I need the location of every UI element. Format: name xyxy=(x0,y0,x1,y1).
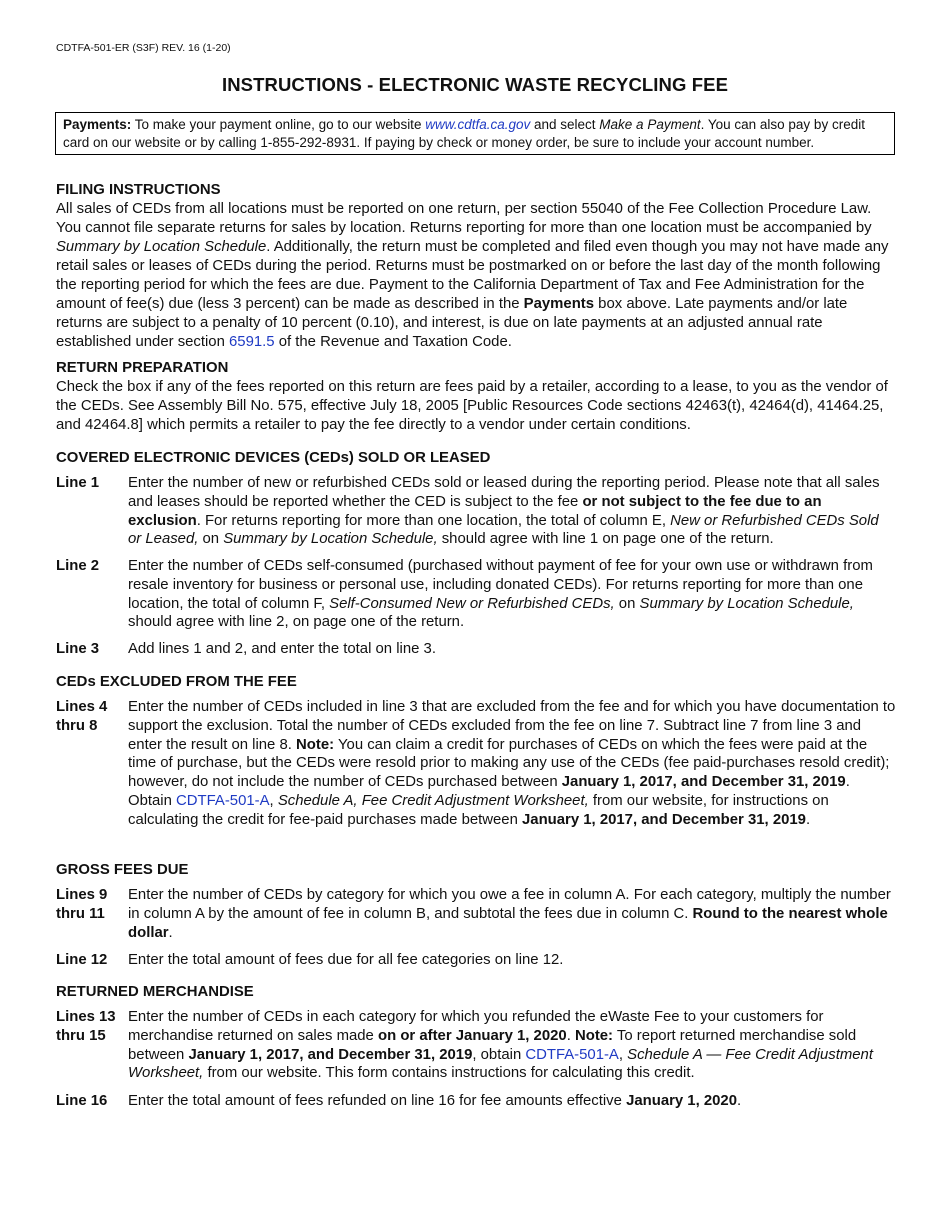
gross-heading xyxy=(56,861,892,880)
line-16-text xyxy=(128,1092,896,1111)
lines-13-15-row xyxy=(56,1008,896,1083)
rm-t3: To report returned merchandise sold between xyxy=(128,1027,857,1063)
l16-b1: January 1, 2020 xyxy=(626,1093,737,1109)
line-2-t3: should agree with line 2, on page one of the return. xyxy=(128,614,465,631)
filing-payments-bold: Payments xyxy=(523,296,595,312)
line-12-text: Enter the total amount of fees due for all fee categories on line 12. xyxy=(128,952,564,968)
ex-t6: . xyxy=(805,811,811,828)
lines-4-8-text xyxy=(128,698,896,830)
lines-9-11-label xyxy=(56,886,126,924)
filing-body xyxy=(56,200,892,352)
gross-heading-text: GROSS FEES DUE xyxy=(56,862,189,878)
line-2-t2: on xyxy=(614,595,640,612)
cdtfa-501-a-link-2[interactable]: CDTFA-501-A xyxy=(525,1046,619,1063)
lines-13-label-b: thru 15 xyxy=(56,1027,106,1044)
ex-t2: You can claim a credit for purchases of CEDs on which the fees were paid at the time of purchase, but the CEDs were resold prior to making any use of the CEDs (fee paid-purchases resold credit); however, do not include the number of CEDs purchased between xyxy=(128,736,890,791)
rm-t2: . xyxy=(566,1027,575,1044)
filing-text-2: . Additionally, the return must be completed and filed even though you may not have made any retail sales or leases of CEDs during the period. Returns must be postmarked on or before the last day of the month following the reporting period for which the fees are due. Payment to the California Department of Tax and Fee Administration for the amount of fee(s) due (less 3 percent) can be made as described in the xyxy=(56,239,889,312)
rm-b2: January 1, 2017, and December 31, 2019 xyxy=(188,1046,473,1063)
line-3-row xyxy=(56,640,896,659)
lines-4-8-label xyxy=(56,698,126,736)
ex-b2: January 1, 2017, and December 31, 2019 xyxy=(522,811,806,828)
filing-text-4: of the Revenue and Taxation Code. xyxy=(274,334,512,350)
filing-schedule: Summary by Location Schedule xyxy=(56,239,267,255)
line-2-i2: Summary by Location Schedule, xyxy=(639,595,854,612)
line-1-i1: New or Refurbished CEDs Sold or Leased, xyxy=(128,512,879,548)
payments-text-2: and select xyxy=(530,117,600,132)
gr-t1: Enter the number of CEDs by category for which you owe a fee in column A. For each category, multiply the number in column A by the amount of fee in column B, and subtotal the fees due in column C. xyxy=(128,887,891,922)
rm-note: Note: xyxy=(574,1027,614,1044)
return-prep-section xyxy=(56,359,892,435)
line-1-b1: or not subject to the fee due to an exclusion xyxy=(128,493,822,529)
returned-heading xyxy=(56,983,892,1002)
ex-t3: . Obtain xyxy=(128,774,850,809)
gr-t2: . xyxy=(168,924,173,941)
page-title: INSTRUCTIONS - ELECTRONIC WASTE RECYCLING FEE xyxy=(221,74,729,95)
payments-label: Payments: xyxy=(63,117,132,132)
line-3-label: Line 3 xyxy=(56,641,100,657)
line-3-text: Add lines 1 and 2, and enter the total on line 3. xyxy=(128,641,436,657)
covered-heading xyxy=(56,449,892,468)
lines-4-label-a: Lines 4 xyxy=(56,699,108,715)
make-payment-text: Make a Payment xyxy=(599,117,701,132)
line-2-text xyxy=(128,557,896,632)
lines-13-15-label xyxy=(56,1008,126,1046)
excluded-heading-text: CEDs EXCLUDED FROM THE FEE xyxy=(56,674,297,690)
rm-t5: , xyxy=(618,1046,628,1063)
rm-t1: Enter the number of CEDs in each category for which you refunded the eWaste Fee to your customers for merchandise returned on sales made xyxy=(128,1009,824,1044)
payments-text-1: To make your payment online, go to our website xyxy=(131,117,426,132)
line-16-label: Line 16 xyxy=(56,1093,108,1109)
lines-9-label-b: thru 11 xyxy=(56,905,105,922)
line-1-text xyxy=(128,474,896,549)
rm-i1: Schedule A — Fee Credit Adjustment Worksheet, xyxy=(128,1046,873,1082)
lines-9-11-text xyxy=(128,886,896,942)
gr-b1: Round to the nearest whole dollar xyxy=(128,905,888,941)
rm-t4: , obtain xyxy=(472,1046,526,1063)
l16-t2: . xyxy=(737,1093,742,1109)
ex-b1: January 1, 2017, and December 31, 2019 xyxy=(561,774,846,791)
lines-13-15-text xyxy=(128,1008,896,1083)
l16-t1: Enter the total amount of fees refunded on line 16 for fee amounts effective xyxy=(128,1093,627,1109)
filing-text-3: box above. Late payments and/or late returns are subject to a penalty of 10 percent (0.10), and interest, is due on late payments at an adjusted annual rate established under section xyxy=(56,296,848,350)
filing-heading: FILING INSTRUCTIONS xyxy=(56,182,221,198)
lines-13-label-a: Lines 13 xyxy=(56,1009,116,1025)
payments-text-3: . You can also pay by credit card on our website or by calling 1-855-292-8931. If paying by check or money order, be sure to include your account number. xyxy=(63,117,865,150)
cdtfa-501-a-link[interactable]: CDTFA-501-A xyxy=(176,792,270,809)
ex-t4: , xyxy=(269,792,278,809)
excluded-heading xyxy=(56,673,892,692)
section-6591-link[interactable]: 6591.5 xyxy=(229,334,275,350)
ex-i1: Schedule A, Fee Credit Adjustment Worksheet, xyxy=(277,792,589,809)
line-1-row xyxy=(56,474,896,549)
line-2-i1: Self-Consumed New or Refurbished CEDs, xyxy=(329,595,615,612)
line-1-t2: . For returns reporting for more than one location, the total of column E, xyxy=(196,512,671,529)
line-1-t3: on xyxy=(198,531,224,548)
rm-b1: on or after January 1, 2020 xyxy=(377,1027,567,1044)
website-link[interactable]: www.cdtfa.ca.gov xyxy=(425,117,531,132)
line-2-t1: Enter the number of CEDs self-consumed (purchased without payment of fee for your own use or withdrawn from resale inventory for business or personal use, including donated CEDs). For returns reporting for more than one location, the total of column F, xyxy=(128,558,873,612)
line-1-t1: Enter the number of new or refurbished CEDs sold or leased during the reporting period. Please note that all sales and leases should be reported whether the CED is subject to the fee xyxy=(128,475,880,510)
ex-t1: Enter the number of CEDs included in line 3 that are excluded from the fee and for which you have documentation to support the exclusion. Total the number of CEDs excluded from the fee on line 7. Subtract line 7 from line 3 and enter the result on line 8. xyxy=(128,699,896,753)
lines-9-label-a: Lines 9 xyxy=(56,887,108,903)
line-16-row xyxy=(56,1092,896,1111)
lines-9-11-row xyxy=(56,886,896,942)
line-12-label: Line 12 xyxy=(56,952,108,968)
return-prep-heading: RETURN PREPARATION xyxy=(56,360,229,376)
line-12-row xyxy=(56,951,896,970)
filing-text-1: All sales of CEDs from all locations must be reported on one return, per section 55040 of the Fee Collection Procedure Law. You cannot file separate returns for sales by location. Returns reporting for more than one location must be accompanied by xyxy=(56,201,872,236)
line-1-i2: Summary by Location Schedule, xyxy=(223,531,438,548)
line-1-t4: should agree with line 1 on page one of the return. xyxy=(437,531,774,548)
returned-heading-text: RETURNED MERCHANDISE xyxy=(56,984,254,1000)
covered-heading-text: COVERED ELECTRONIC DEVICES (CEDs) SOLD OR LEASED xyxy=(56,450,491,466)
line-2-label: Line 2 xyxy=(56,558,100,574)
lines-4-label-b: thru 8 xyxy=(56,717,98,734)
rm-t6: from our website. This form contains instructions for calculating this credit. xyxy=(203,1065,695,1082)
ex-t5: from our website, for instructions on calculating the credit for fee-paid purchases made between xyxy=(128,792,829,828)
filing-section xyxy=(56,181,892,352)
form-id: CDTFA-501-ER (S3F) REV. 16 (1-20) xyxy=(56,42,231,54)
line-2-row xyxy=(56,557,896,632)
return-prep-body: Check the box if any of the fees reported on this return are fees paid by a retailer, according to a lease, to you as the vendor of the CEDs. See Assembly Bill No. 575, effective July 18, 2005 [Public Resources Code sections 42463(t), 42464(d), 41464.25, and 42464.8] which permits a retailer to pay the fee directly to a vendor under certain conditions. xyxy=(56,379,888,433)
line-1-label: Line 1 xyxy=(56,475,100,491)
payments-box xyxy=(55,112,895,155)
lines-4-8-row xyxy=(56,698,896,830)
ex-note: Note: xyxy=(296,736,335,753)
